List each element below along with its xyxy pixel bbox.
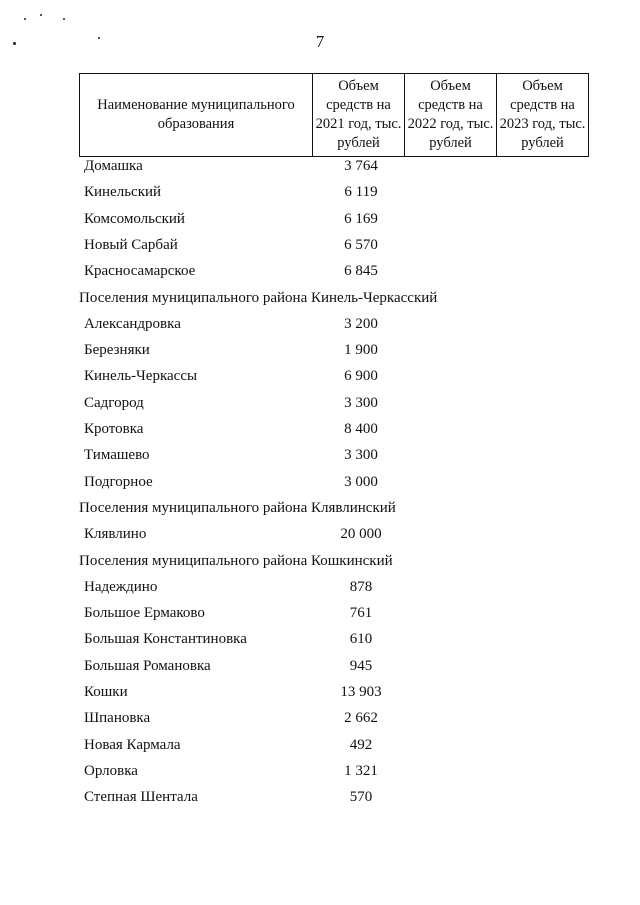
municipality-name: Садгород bbox=[84, 394, 144, 411]
municipality-name: Кинель-Черкассы bbox=[84, 368, 198, 385]
municipality-name: Домашка bbox=[84, 158, 143, 174]
amount-2021: 945 bbox=[349, 657, 373, 674]
amount-2021: 570 bbox=[349, 789, 373, 806]
scan-speck bbox=[63, 18, 65, 20]
amount-2021: 6 845 bbox=[344, 263, 378, 280]
municipality-name: Березняки bbox=[84, 342, 150, 359]
municipality-name: Надеждино bbox=[84, 578, 158, 595]
amount-2021: 1 900 bbox=[344, 342, 378, 359]
amount-2021: 610 bbox=[349, 631, 373, 648]
municipality-name: Большая Романовка bbox=[84, 657, 211, 674]
page-number: 7 bbox=[315, 32, 325, 51]
amount-2021: 492 bbox=[349, 736, 373, 753]
amount-2021: 3 300 bbox=[344, 394, 378, 411]
scan-speck bbox=[40, 14, 42, 16]
header-name: Наименование муниципального образования bbox=[80, 74, 313, 157]
municipality-name: Кинельский bbox=[84, 184, 162, 201]
municipality-name: Большая Константиновка bbox=[84, 631, 247, 648]
amount-2021: 6 570 bbox=[344, 236, 378, 253]
municipality-name: Орловка bbox=[84, 762, 138, 779]
amount-2021: 2 662 bbox=[344, 710, 378, 727]
amount-2021: 1 321 bbox=[344, 762, 378, 779]
amount-2021: 3 000 bbox=[344, 473, 378, 490]
header-2023: Объем средств на 2023 год, тыс. рублей bbox=[497, 74, 589, 157]
table-header bbox=[79, 73, 589, 157]
municipality-name: Новая Кармала bbox=[84, 736, 181, 753]
section-title: Поселения муниципального района Клявлинский bbox=[79, 499, 396, 516]
municipality-name: Шпановка bbox=[84, 710, 151, 727]
amount-2021: 20 000 bbox=[340, 526, 382, 543]
header-2022: Объем средств на 2022 год, тыс. рублей bbox=[405, 74, 497, 157]
municipality-name: Красносамарское bbox=[84, 263, 196, 280]
municipality-name: Кошки bbox=[84, 684, 128, 700]
municipality-name: Новый Сарбай bbox=[84, 236, 178, 253]
municipality-name: Комсомольский bbox=[84, 210, 185, 227]
amount-2021: 8 400 bbox=[344, 421, 378, 437]
municipality-name: Степная Шентала bbox=[84, 789, 198, 806]
amount-2021: 6 169 bbox=[344, 210, 378, 227]
amount-2021: 3 300 bbox=[344, 447, 378, 464]
amount-2021: 3 764 bbox=[344, 158, 378, 174]
municipality-name: Тимашево bbox=[84, 447, 150, 464]
scan-speck bbox=[24, 18, 26, 20]
header-2021: Объем средств на 2021 год, тыс. рублей bbox=[313, 74, 405, 157]
municipality-name: Александровка bbox=[84, 315, 181, 332]
municipality-name: Подгорное bbox=[84, 473, 153, 490]
section-title: Поселения муниципального района Кошкинский bbox=[79, 552, 393, 569]
municipality-name: Кротовка bbox=[84, 421, 144, 437]
amount-2021: 6 900 bbox=[344, 368, 378, 385]
municipality-name: Большое Ермаково bbox=[84, 605, 205, 622]
amount-2021: 3 200 bbox=[344, 315, 378, 332]
amount-2021: 761 bbox=[349, 605, 373, 622]
municipality-name: Клявлино bbox=[84, 526, 147, 543]
section-title: Поселения муниципального района Кинель-Черкасский bbox=[79, 289, 438, 306]
amount-2021: 6 119 bbox=[344, 184, 378, 201]
amount-2021: 13 903 bbox=[340, 684, 382, 700]
amount-2021: 878 bbox=[349, 578, 373, 595]
